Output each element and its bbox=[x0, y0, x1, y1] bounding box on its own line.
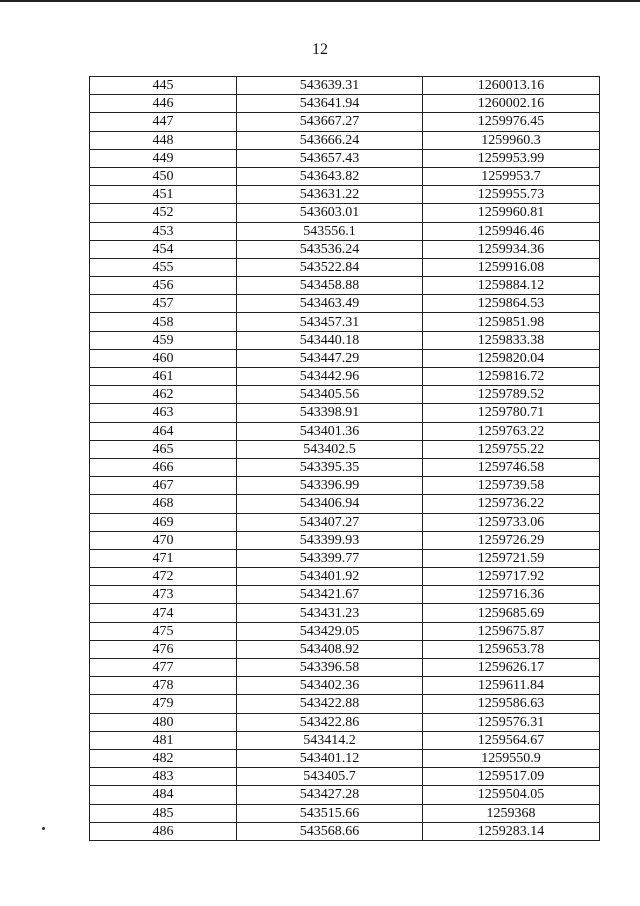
point-number-cell: 475 bbox=[90, 622, 237, 640]
x-coordinate-cell: 543431.23 bbox=[237, 604, 423, 622]
table-row bbox=[90, 131, 600, 149]
table-row bbox=[90, 149, 600, 167]
table-row bbox=[90, 749, 600, 767]
table-row bbox=[90, 640, 600, 658]
y-coordinate-cell: 1260002.16 bbox=[423, 95, 600, 113]
point-number-cell: 463 bbox=[90, 404, 237, 422]
point-number-cell: 451 bbox=[90, 186, 237, 204]
x-coordinate-cell: 543568.66 bbox=[237, 822, 423, 840]
y-coordinate-cell: 1259721.59 bbox=[423, 549, 600, 567]
y-coordinate-cell: 1259739.58 bbox=[423, 477, 600, 495]
y-coordinate-cell: 1259864.53 bbox=[423, 295, 600, 313]
point-number-cell: 449 bbox=[90, 149, 237, 167]
y-coordinate-cell: 1259960.3 bbox=[423, 131, 600, 149]
x-coordinate-cell: 543395.35 bbox=[237, 458, 423, 476]
point-number-cell: 466 bbox=[90, 458, 237, 476]
table-row bbox=[90, 786, 600, 804]
x-coordinate-cell: 543631.22 bbox=[237, 186, 423, 204]
x-coordinate-cell: 543643.82 bbox=[237, 167, 423, 185]
point-number-cell: 452 bbox=[90, 204, 237, 222]
point-number-cell: 469 bbox=[90, 513, 237, 531]
table-row bbox=[90, 113, 600, 131]
x-coordinate-cell: 543399.93 bbox=[237, 531, 423, 549]
point-number-cell: 461 bbox=[90, 368, 237, 386]
y-coordinate-cell: 1259283.14 bbox=[423, 822, 600, 840]
table-row bbox=[90, 167, 600, 185]
y-coordinate-cell: 1259564.67 bbox=[423, 731, 600, 749]
x-coordinate-cell: 543421.67 bbox=[237, 586, 423, 604]
table-row bbox=[90, 604, 600, 622]
x-coordinate-cell: 543457.31 bbox=[237, 313, 423, 331]
point-number-cell: 454 bbox=[90, 240, 237, 258]
point-number-cell: 455 bbox=[90, 258, 237, 276]
table-row bbox=[90, 695, 600, 713]
table-row bbox=[90, 531, 600, 549]
table-row bbox=[90, 368, 600, 386]
point-number-cell: 458 bbox=[90, 313, 237, 331]
point-number-cell: 447 bbox=[90, 113, 237, 131]
x-coordinate-cell: 543603.01 bbox=[237, 204, 423, 222]
table-row bbox=[90, 458, 600, 476]
y-coordinate-cell: 1260013.16 bbox=[423, 77, 600, 95]
table-row bbox=[90, 568, 600, 586]
x-coordinate-cell: 543406.94 bbox=[237, 495, 423, 513]
point-number-cell: 476 bbox=[90, 640, 237, 658]
point-number-cell: 456 bbox=[90, 277, 237, 295]
x-coordinate-cell: 543405.56 bbox=[237, 386, 423, 404]
point-number-cell: 459 bbox=[90, 331, 237, 349]
y-coordinate-cell: 1259736.22 bbox=[423, 495, 600, 513]
x-coordinate-cell: 543667.27 bbox=[237, 113, 423, 131]
y-coordinate-cell: 1259717.92 bbox=[423, 568, 600, 586]
y-coordinate-cell: 1259716.36 bbox=[423, 586, 600, 604]
table-row bbox=[90, 258, 600, 276]
table-row bbox=[90, 513, 600, 531]
point-number-cell: 460 bbox=[90, 349, 237, 367]
x-coordinate-cell: 543427.28 bbox=[237, 786, 423, 804]
table-row bbox=[90, 622, 600, 640]
x-coordinate-cell: 543429.05 bbox=[237, 622, 423, 640]
y-coordinate-cell: 1259626.17 bbox=[423, 659, 600, 677]
y-coordinate-cell: 1259653.78 bbox=[423, 640, 600, 658]
point-number-cell: 453 bbox=[90, 222, 237, 240]
point-number-cell: 486 bbox=[90, 822, 237, 840]
table-row bbox=[90, 677, 600, 695]
x-coordinate-cell: 543422.88 bbox=[237, 695, 423, 713]
x-coordinate-cell: 543440.18 bbox=[237, 331, 423, 349]
x-coordinate-cell: 543398.91 bbox=[237, 404, 423, 422]
y-coordinate-cell: 1259934.36 bbox=[423, 240, 600, 258]
y-coordinate-cell: 1259953.7 bbox=[423, 167, 600, 185]
x-coordinate-cell: 543641.94 bbox=[237, 95, 423, 113]
x-coordinate-cell: 543408.92 bbox=[237, 640, 423, 658]
point-number-cell: 462 bbox=[90, 386, 237, 404]
table-row bbox=[90, 349, 600, 367]
x-coordinate-cell: 543422.86 bbox=[237, 713, 423, 731]
table-row bbox=[90, 713, 600, 731]
table-row bbox=[90, 586, 600, 604]
x-coordinate-cell: 543657.43 bbox=[237, 149, 423, 167]
table-row bbox=[90, 240, 600, 258]
table-row bbox=[90, 295, 600, 313]
table-row bbox=[90, 331, 600, 349]
point-number-cell: 478 bbox=[90, 677, 237, 695]
point-number-cell: 467 bbox=[90, 477, 237, 495]
x-coordinate-cell: 543405.7 bbox=[237, 768, 423, 786]
y-coordinate-cell: 1259976.45 bbox=[423, 113, 600, 131]
point-number-cell: 485 bbox=[90, 804, 237, 822]
point-number-cell: 480 bbox=[90, 713, 237, 731]
y-coordinate-cell: 1259685.69 bbox=[423, 604, 600, 622]
y-coordinate-cell: 1259960.81 bbox=[423, 204, 600, 222]
x-coordinate-cell: 543666.24 bbox=[237, 131, 423, 149]
y-coordinate-cell: 1259746.58 bbox=[423, 458, 600, 476]
coordinates-table bbox=[89, 76, 600, 841]
table-row bbox=[90, 204, 600, 222]
y-coordinate-cell: 1259576.31 bbox=[423, 713, 600, 731]
y-coordinate-cell: 1259368 bbox=[423, 804, 600, 822]
point-number-cell: 477 bbox=[90, 659, 237, 677]
x-coordinate-cell: 543458.88 bbox=[237, 277, 423, 295]
y-coordinate-cell: 1259726.29 bbox=[423, 531, 600, 549]
page-number: 12 bbox=[312, 41, 328, 58]
table-row bbox=[90, 477, 600, 495]
x-coordinate-cell: 543399.77 bbox=[237, 549, 423, 567]
table-row bbox=[90, 659, 600, 677]
point-number-cell: 474 bbox=[90, 604, 237, 622]
point-number-cell: 468 bbox=[90, 495, 237, 513]
x-coordinate-cell: 543402.36 bbox=[237, 677, 423, 695]
x-coordinate-cell: 543522.84 bbox=[237, 258, 423, 276]
point-number-cell: 472 bbox=[90, 568, 237, 586]
x-coordinate-cell: 543639.31 bbox=[237, 77, 423, 95]
table-row bbox=[90, 222, 600, 240]
table-row bbox=[90, 549, 600, 567]
x-coordinate-cell: 543401.12 bbox=[237, 749, 423, 767]
point-number-cell: 448 bbox=[90, 131, 237, 149]
x-coordinate-cell: 543414.2 bbox=[237, 731, 423, 749]
y-coordinate-cell: 1259833.38 bbox=[423, 331, 600, 349]
y-coordinate-cell: 1259916.08 bbox=[423, 258, 600, 276]
y-coordinate-cell: 1259789.52 bbox=[423, 386, 600, 404]
y-coordinate-cell: 1259733.06 bbox=[423, 513, 600, 531]
coordinates-table-body bbox=[90, 77, 600, 841]
table-row bbox=[90, 822, 600, 840]
point-number-cell: 484 bbox=[90, 786, 237, 804]
table-row bbox=[90, 404, 600, 422]
table-row bbox=[90, 277, 600, 295]
table-row bbox=[90, 440, 600, 458]
x-coordinate-cell: 543401.36 bbox=[237, 422, 423, 440]
top-border-line bbox=[0, 0, 640, 2]
scan-dot-mark bbox=[42, 827, 45, 830]
x-coordinate-cell: 543401.92 bbox=[237, 568, 423, 586]
table-row bbox=[90, 77, 600, 95]
y-coordinate-cell: 1259611.84 bbox=[423, 677, 600, 695]
point-number-cell: 483 bbox=[90, 768, 237, 786]
y-coordinate-cell: 1259586.63 bbox=[423, 695, 600, 713]
x-coordinate-cell: 543463.49 bbox=[237, 295, 423, 313]
point-number-cell: 446 bbox=[90, 95, 237, 113]
point-number-cell: 482 bbox=[90, 749, 237, 767]
table-row bbox=[90, 95, 600, 113]
point-number-cell: 479 bbox=[90, 695, 237, 713]
table-row bbox=[90, 731, 600, 749]
y-coordinate-cell: 1259955.73 bbox=[423, 186, 600, 204]
table-row bbox=[90, 495, 600, 513]
y-coordinate-cell: 1259780.71 bbox=[423, 404, 600, 422]
x-coordinate-cell: 543402.5 bbox=[237, 440, 423, 458]
x-coordinate-cell: 543556.1 bbox=[237, 222, 423, 240]
y-coordinate-cell: 1259851.98 bbox=[423, 313, 600, 331]
y-coordinate-cell: 1259820.04 bbox=[423, 349, 600, 367]
table-row bbox=[90, 804, 600, 822]
x-coordinate-cell: 543442.96 bbox=[237, 368, 423, 386]
table-row bbox=[90, 422, 600, 440]
x-coordinate-cell: 543396.99 bbox=[237, 477, 423, 495]
point-number-cell: 473 bbox=[90, 586, 237, 604]
table-row bbox=[90, 186, 600, 204]
x-coordinate-cell: 543396.58 bbox=[237, 659, 423, 677]
point-number-cell: 471 bbox=[90, 549, 237, 567]
point-number-cell: 445 bbox=[90, 77, 237, 95]
point-number-cell: 465 bbox=[90, 440, 237, 458]
y-coordinate-cell: 1259816.72 bbox=[423, 368, 600, 386]
x-coordinate-cell: 543407.27 bbox=[237, 513, 423, 531]
y-coordinate-cell: 1259675.87 bbox=[423, 622, 600, 640]
point-number-cell: 450 bbox=[90, 167, 237, 185]
y-coordinate-cell: 1259504.05 bbox=[423, 786, 600, 804]
y-coordinate-cell: 1259953.99 bbox=[423, 149, 600, 167]
table-row bbox=[90, 386, 600, 404]
x-coordinate-cell: 543515.66 bbox=[237, 804, 423, 822]
y-coordinate-cell: 1259517.09 bbox=[423, 768, 600, 786]
y-coordinate-cell: 1259946.46 bbox=[423, 222, 600, 240]
point-number-cell: 481 bbox=[90, 731, 237, 749]
x-coordinate-cell: 543447.29 bbox=[237, 349, 423, 367]
x-coordinate-cell: 543536.24 bbox=[237, 240, 423, 258]
point-number-cell: 457 bbox=[90, 295, 237, 313]
point-number-cell: 470 bbox=[90, 531, 237, 549]
y-coordinate-cell: 1259763.22 bbox=[423, 422, 600, 440]
table-row bbox=[90, 768, 600, 786]
y-coordinate-cell: 1259550.9 bbox=[423, 749, 600, 767]
table-row bbox=[90, 313, 600, 331]
point-number-cell: 464 bbox=[90, 422, 237, 440]
y-coordinate-cell: 1259884.12 bbox=[423, 277, 600, 295]
y-coordinate-cell: 1259755.22 bbox=[423, 440, 600, 458]
